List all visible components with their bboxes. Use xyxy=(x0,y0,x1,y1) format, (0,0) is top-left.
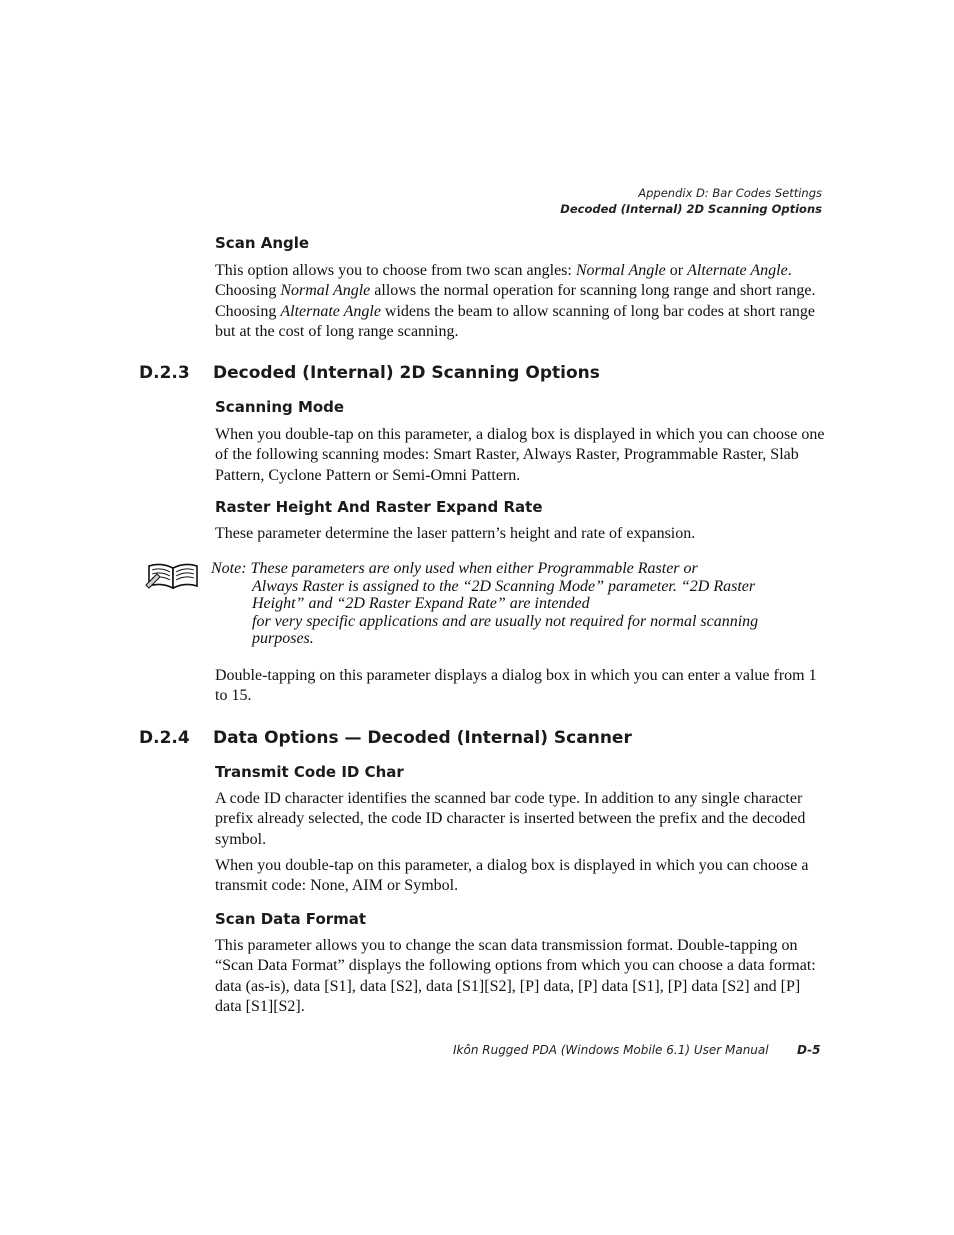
running-header-chapter: Appendix D: Bar Codes Settings xyxy=(638,186,822,200)
footer-title: Ikôn Rugged PDA (Windows Mobile 6.1) User Manual xyxy=(453,1043,769,1057)
heading-scanning-mode: Scanning Mode xyxy=(215,398,345,416)
section-heading-d24: D.2.4 Data Options — Decoded (Internal) Scanner xyxy=(139,728,632,748)
running-header-section: Decoded (Internal) 2D Scanning Options xyxy=(560,202,822,216)
note-line: Note: These parameters are only used when either Programmable Raster or xyxy=(211,560,698,577)
paragraph-raster-value: Double-tapping on this parameter displays a dialog box in which you can enter a value from 1 to 15. xyxy=(215,667,817,705)
note-block xyxy=(211,560,811,648)
heading-transmit-code-id: Transmit Code ID Char xyxy=(215,763,404,781)
heading-scan-data-format: Scan Data Format xyxy=(215,910,367,928)
paragraph-raster: These parameter determine the laser pattern’s height and rate of expansion. xyxy=(215,525,696,542)
note-line: for very specific applications and are usually not required for normal scanning xyxy=(252,612,759,630)
paragraph-scan-angle: This option allows you to choose from two scan angles: Normal Angle or Alternate Angle. Choosing Normal Angle allows the normal operation for scanning long range and short range. Choosing Alternate Angle widens the beam to allow scanning of long bar codes at short range but at the cost of long range scanning. xyxy=(215,262,816,341)
section-heading-d23: D.2.3 Decoded (Internal) 2D Scanning Options xyxy=(139,363,600,383)
heading-scan-angle: Scan Angle xyxy=(215,234,310,252)
book-icon xyxy=(145,560,201,590)
note-line: Height” and “2D Raster Expand Rate” are intended xyxy=(252,595,590,613)
paragraph-scanning-mode: When you double-tap on this parameter, a dialog box is displayed in which you can choose one of the following scanning modes: Smart Raster, Always Raster, Programmable Raster, Slab Pattern, Cyclone Pattern or Semi-Omni Pattern. xyxy=(215,426,825,484)
note-line: purposes. xyxy=(252,630,314,648)
page-number: D-5 xyxy=(797,1043,821,1057)
heading-raster: Raster Height And Raster Expand Rate xyxy=(215,498,543,516)
note-line: Always Raster is assigned to the “2D Scanning Mode” parameter. “2D Raster xyxy=(252,577,756,595)
paragraph-transmit-2: When you double-tap on this parameter, a dialog box is displayed in which you can choose a transmit code: None, AIM or Symbol. xyxy=(215,857,809,895)
paragraph-transmit-1: A code ID character identifies the scanned bar code type. In addition to any single character prefix already selected, the code ID character is inserted between the prefix and the decoded symbol. xyxy=(215,790,806,848)
paragraph-scan-data-format: This parameter allows you to change the scan data transmission format. Double-tapping on “Scan Data Format” displays the following options from which you can choose a data format: data (as-is), data [S1], data [S2], data [S1][S2], [P] data, [P] data [S1], [P] data [S2] and [P] data [S1][S2]. xyxy=(215,937,816,1016)
